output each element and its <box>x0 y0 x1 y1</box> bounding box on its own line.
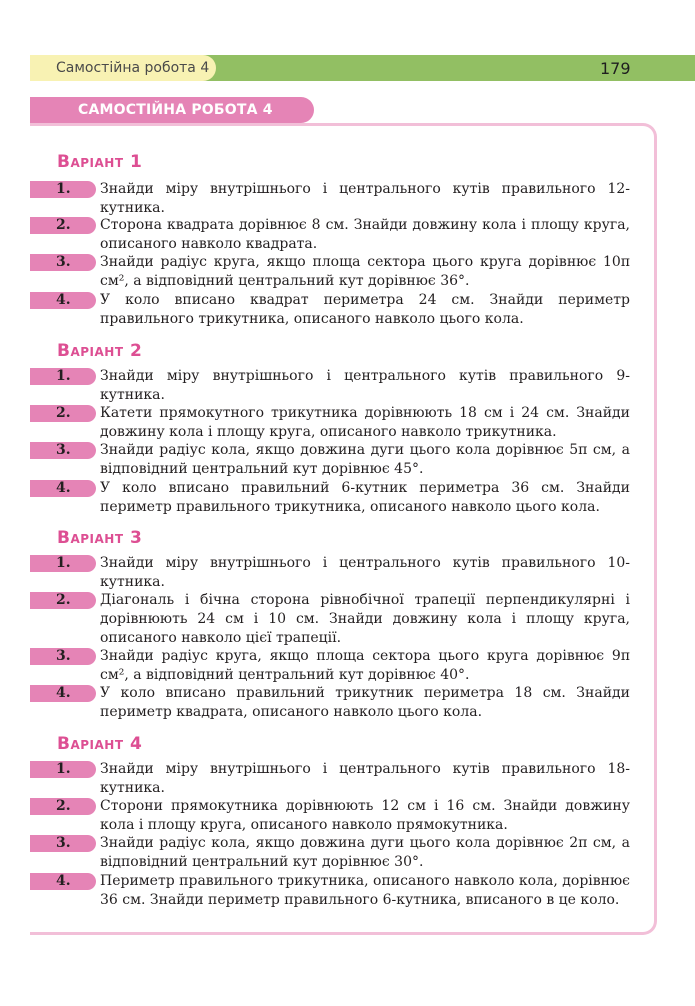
task-text: Знайди міру внутрішнього і центрального кутів правильного 9-кутника. <box>100 368 630 403</box>
page-title: САМОСТІЙНА РОБОТА 4 <box>30 97 314 123</box>
task-number: 2. <box>30 217 96 234</box>
section-tab: Самостійна робота 4 <box>30 55 216 81</box>
task-number: 3. <box>30 442 96 459</box>
task-text: Знайди міру внутрішнього і центрального кутів правильного 18-кутника. <box>100 761 630 796</box>
task-text: Периметр правильного трикутника, описаного навколо кола, дорівнює 36 см. Знайди периметр правильного 6-кутника, вписаного в це коло. <box>100 873 630 908</box>
task-text: У коло вписано квадрат периметра 24 см. Знайди периметр правильного трикутника, описаного навколо цього кола. <box>100 292 630 327</box>
task-number: 4. <box>30 685 96 702</box>
task-number: 1. <box>30 181 96 198</box>
task-number: 2. <box>30 592 96 609</box>
task-text: Знайди радіус кола, якщо довжина дуги цього кола дорівнює 5π см, а відповідний центральний кут дорівнює 45°. <box>100 442 630 477</box>
task-number: 4. <box>30 873 96 890</box>
task-number: 1. <box>30 761 96 778</box>
task-text: Сторона квадрата дорівнює 8 см. Знайди довжину кола і площу круга, описаного навколо квадрата. <box>100 217 630 252</box>
task-number: 1. <box>30 368 96 385</box>
task-text: Знайди радіус круга, якщо площа сектора цього круга дорівнює 9π см², а відповідний центральний кут дорівнює 40°. <box>100 648 630 683</box>
task-number: 2. <box>30 405 96 422</box>
task-text: Знайди міру внутрішнього і центрального кутів правильного 10-кутника. <box>100 555 630 590</box>
variant-title: Варіант 2 <box>57 341 143 361</box>
task-number: 2. <box>30 798 96 815</box>
task-text: Сторони прямокутника дорівнюють 12 см і 16 см. Знайди довжину кола і площу круга, описаного навколо прямокутника. <box>100 798 630 833</box>
variant-title: Варіант 4 <box>57 734 143 754</box>
task-text: Знайди міру внутрішнього і центрального кутів правильного 12-кутника. <box>100 181 630 216</box>
task-number: 3. <box>30 835 96 852</box>
task-number: 3. <box>30 254 96 271</box>
variant-title: Варіант 3 <box>57 528 143 548</box>
task-number: 1. <box>30 555 96 572</box>
task-number: 4. <box>30 480 96 497</box>
variant-title: Варіант 1 <box>57 152 143 172</box>
task-text: У коло вписано правильний 6-кутник периметра 36 см. Знайди периметр правильного трикутника, описаного навколо цього кола. <box>100 480 630 515</box>
task-text: Знайди радіус кола, якщо довжина дуги цього кола дорівнює 2π см, а відповідний центральний кут дорівнює 30°. <box>100 835 630 870</box>
page-number: 179 <box>600 59 631 78</box>
task-text: Знайди радіус круга, якщо площа сектора цього круга дорівнює 10π см², а відповідний центральний кут дорівнює 36°. <box>100 254 630 289</box>
task-number: 4. <box>30 292 96 309</box>
task-text: Катети прямокутного трикутника дорівнюють 18 см і 24 см. Знайди довжину кола і площу круга, описаного навколо трикутника. <box>100 405 630 440</box>
task-text: У коло вписано правильний трикутник периметра 18 см. Знайди периметр квадрата, описаного навколо цього кола. <box>100 685 630 720</box>
task-number: 3. <box>30 648 96 665</box>
task-text: Діагональ і бічна сторона рівнобічної трапеції перпендикулярні і дорівнюють 24 см і 10 см. Знайди довжину кола і площу круга, описаного навколо цієї трапеції. <box>100 592 630 646</box>
